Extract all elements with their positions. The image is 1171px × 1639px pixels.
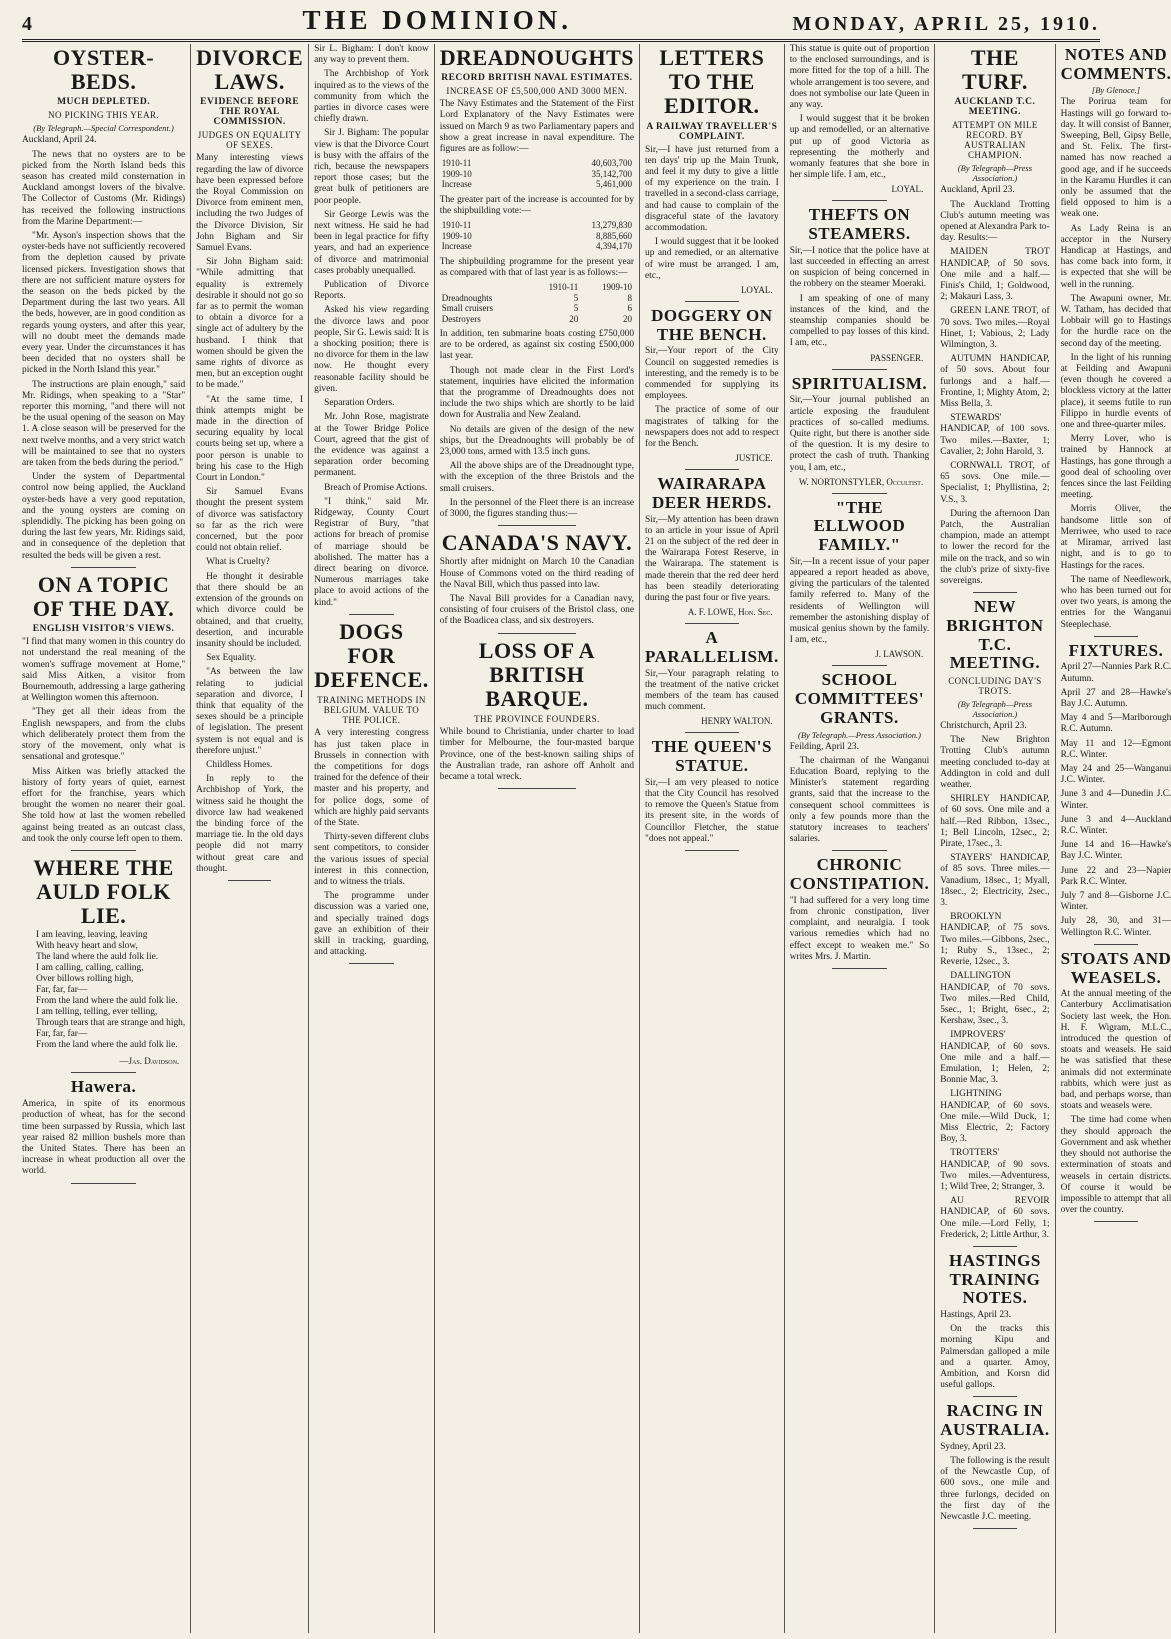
paragraph: AUTUMN HANDICAP, of 50 sovs. About four furlongs and a half.—Frontine, 1; Mighty Atom, 2; Miss Bella, 3.	[940, 354, 1050, 410]
paragraph: "Mr. Ayson's inspection shows that the oyster-beds have not sufficiently recovered from the depletion caused by private licensed pickers. Investigation shows that there are not sufficient mature oysters for the season on the beds picked by the Department during the last two years. All the beds, however, are in good condition as regards young oysters, and after this year, will no doubt meet the demands made every year. Under the circumstances it has been decided that no oysters shall be picked in the North Island this year."	[22, 231, 186, 376]
table-cell: 1909-10	[602, 282, 633, 293]
headline: WAIRARAPA DEER HERDS.	[651, 474, 772, 512]
newspaper-column	[22, 44, 190, 1633]
article	[314, 44, 429, 615]
paragraph: As Lady Reina is an acceptor in the Nursery Handicap at Hastings, and has come back into form, it is expected that she will be well in the running.	[1060, 223, 1171, 290]
article	[196, 46, 303, 881]
fixture-item: June 14 and 16—Hawke's Bay J.C. Winter.	[1060, 840, 1171, 862]
divider	[832, 968, 888, 969]
paragraph: No details are given of the design of the new ships, but the Dreadnoughts will probably be of 23,000 tons, armed with 13.5 inch guns.	[439, 424, 635, 458]
article	[790, 375, 930, 494]
signature: JUSTICE.	[735, 453, 773, 464]
paragraph: The Awapuni owner, Mr. W. Tatham, has decided that Lobbair will go to Hastings for the hurdle race on the second day of the meeting.	[1060, 293, 1171, 349]
article	[940, 1252, 1049, 1397]
headline: DIVORCE LAWS.	[196, 45, 304, 95]
signature: W. NORTONSTYLER, Occultist.	[798, 476, 924, 487]
paragraph: Breach of Promise Actions.	[324, 482, 428, 493]
paragraph: STAYERS' HANDICAP, of 85 sovs. Three miles.—Vanadium, 18sec., 1; Myall, 18sec., 2; Electricity, 2sec., 3.	[940, 853, 1050, 909]
headline: SPIRITUALISM.	[791, 373, 928, 393]
subheadline: CONCLUDING DAY'S TROTS.	[948, 676, 1042, 697]
fixture-item: May 24 and 25—Wanganui J.C. Winter.	[1060, 764, 1171, 786]
article	[645, 475, 779, 624]
divider	[973, 592, 1017, 593]
paragraph: I am speaking of one of many instances of the kind, and the steamship companies should be compelled to pay losses of this kind. I am, etc.,	[789, 293, 930, 349]
subheadline: EVIDENCE BEFORE THE ROYAL COMMISSION.	[200, 97, 300, 128]
headline: STOATS AND WEASELS.	[1060, 948, 1171, 987]
paragraph: A very interesting congress has just taken place in Brussels in connection with the competitions for dogs trained for the defence of their master and his property, and for police dogs, some of which are highly paid servants of the State.	[314, 728, 429, 828]
divider	[685, 850, 738, 851]
paragraph: The shipbuilding programme for the present year as compared with that of last year is as follows:—	[439, 256, 635, 278]
paragraph: Thirty-seven different clubs sent competitors, to consider the various issues of special interest in this connection, and to witness the trials.	[314, 832, 429, 887]
article	[940, 46, 1049, 593]
table-row	[440, 241, 634, 252]
paragraph: During the afternoon Dan Patch, the Australian champion, made an attempt to lower the record for the mile on the track, and so win the club's prize of sixty-five sovereigns.	[940, 508, 1050, 587]
signature: LOYAL.	[740, 285, 773, 295]
divider	[71, 567, 136, 568]
headline: Hawera.	[70, 1077, 137, 1097]
poem-line: From the land where the auld folk lie.	[36, 1040, 178, 1051]
table-cell: Small cruisers	[441, 303, 494, 314]
poem-line: The land where the auld folk lie.	[36, 952, 159, 963]
article	[940, 1402, 1049, 1529]
paragraph: The name of Needlework, who has been turned out for over two years, is among the entries for the Wanganui Steeplechase.	[1060, 574, 1171, 630]
byline: [By Glenoce.]	[1091, 85, 1141, 96]
subheadline: ENGLISH VISITOR'S VIEWS.	[32, 624, 175, 635]
article	[790, 206, 930, 369]
paragraph: "At the same time, I think attempts might be made in the direction of securing equality by local courts being set up, where a poor person is unable to bring his case to the High Court in London."	[196, 394, 304, 484]
paragraph: Auckland, April 23.	[940, 185, 1015, 196]
article	[440, 531, 634, 633]
paragraph: Sydney, April 23.	[940, 1441, 1006, 1452]
paragraph: The chairman of the Wanganui Education Board, replying to the Minister's statement regarding grants, said that the increase to the consequent school committees is only a few pounds more than the statutory increases to teachers' salaries.	[789, 755, 930, 845]
divider	[832, 493, 888, 494]
subheadline: THE PROVINCE FOUNDERS.	[474, 714, 600, 725]
headline: A PARALLELISM.	[645, 628, 779, 666]
divider	[685, 469, 738, 470]
paragraph: Feilding, April 23.	[789, 741, 859, 752]
paragraph: TROTTERS' HANDICAP, of 90 sovs. Two miles.—Adventuress, 1; Wild Tree, 2; Stranger, 3.	[940, 1148, 1050, 1192]
headline: NEW BRIGHTON T.C. MEETING.	[946, 597, 1044, 673]
headline: ON A TOPIC OF THE DAY.	[32, 571, 175, 622]
signature: PASSENGER.	[870, 352, 924, 363]
paragraph: Sir John Bigham said: "While admitting that equality is extremely desirable it should not go so far as to permit the woman to obtain a divorce for a single act of adultery by the husband. I think that women should be given the same rights of divorce as men, but an exception ought to be made."	[196, 257, 304, 391]
article	[790, 44, 930, 201]
newspaper-column	[1055, 44, 1171, 1633]
article	[645, 46, 779, 302]
divider	[228, 880, 271, 881]
paragraph: IMPROVERS' HANDICAP, of 60 sovs. One mile and a half.—Emulation, 1; Helen, 2; Bonnie Mac, 3.	[940, 1030, 1050, 1086]
table-cell: Dreadnoughts	[441, 292, 493, 303]
table-cell: 8,885,660	[596, 230, 633, 241]
divider	[832, 665, 888, 666]
paragraph: The programme under discussion was a varied one, and specially trained dogs gave an exhibition of their skill in tracking, guarding, and attacking.	[314, 891, 429, 958]
fixture-item: May 4 and 5—Marlborough R.C. Autumn.	[1060, 713, 1171, 735]
table-cell: 8	[627, 292, 633, 303]
paragraph: America, in spite of its enormous production of wheat, has for the second time been surpassed by Russia, which last year raised 82 million bushels more than the United States. There has been an increase in wheat production all over the world.	[22, 1099, 186, 1177]
paragraph: The Navy Estimates and the Statement of the First Lord Explanatory of the Navy Estimates were issued on March 9 as two Parliamentary papers and show a great increase in naval expenditure. The figures are as follow:—	[439, 99, 635, 154]
paragraph: DALLINGTON HANDICAP, of 70 sovs. Two miles.—Red Child, 5sec., 1; Bright, 6sec., 2; Kershaw, 3sec., 3.	[940, 971, 1050, 1027]
divider	[349, 963, 395, 964]
paragraph: BROOKLYN HANDICAP, of 75 sovs. Two miles.—Gibbons, 2sec., 1; Ruby S., 13sec., 2; Reverie, 12sec., 3.	[940, 912, 1050, 968]
paragraph: The Naval Bill provides for a Canadian navy, consisting of four cruisers of the Bristol class, one of the Boadicea class, and six destroyers.	[439, 594, 635, 627]
fixture-item: June 3 and 4—Auckland R.C. Winter.	[1060, 814, 1171, 837]
paragraph: In reply to the Archbishop of York, the witness said he thought the divorce law had weakened the binding force of the marriage tie. In the old days people did not marry without great care and thought.	[196, 774, 304, 874]
page-number: 4	[22, 13, 32, 35]
paragraph: The instructions are plain enough," said Mr. Ridings, when speaking to a "Star" reporter this morning, "and there will not be the usual opening of the season on May 1. A close season will be preserved for the next twelve months, and a very strict watch will be maintained to see that no oysters are taken from the beds during the period."	[22, 379, 186, 469]
headline: CANADA'S NAVY.	[441, 530, 633, 556]
article	[645, 307, 779, 470]
headline: DOGS FOR DEFENCE.	[314, 618, 429, 693]
table-cell: 1910-11	[441, 220, 472, 231]
table-row	[440, 314, 634, 325]
article	[1061, 46, 1171, 637]
newspaper-column	[784, 44, 935, 1633]
headline: THE TURF.	[961, 45, 1028, 95]
paragraph: SHIRLEY HANDICAP, of 60 sovs. One mile and a half.—Red Ribbon, 13sec., 1; Bell Lincoln, 12sec., 2; Pirate, 17sec., 3.	[940, 794, 1050, 850]
article	[790, 671, 930, 851]
poem-line: Through tears that are strange and high,	[36, 1018, 186, 1029]
subheadline: AUCKLAND T.C. MEETING.	[954, 97, 1036, 118]
paragraph: Many interesting views regarding the law of divorce have been expressed before the Royal Commission on Divorce from eminent men, including the two Judges of the Divorce Division, Sir John Bigham and Sir Samuel Evans.	[196, 153, 304, 253]
paragraph: Shortly after midnight on March 10 the Canadian House of Commons voted on the third reading of the Naval Bill, which thus passed into law.	[439, 557, 635, 590]
article	[1061, 642, 1171, 945]
headline: FIXTURES.	[1068, 640, 1164, 660]
article	[790, 856, 930, 969]
paragraph: On the tracks this morning Kipu and Palmersdan galloped a mile and a quarter. Amoy, Ambition, and Korsn did useful gallops.	[940, 1324, 1050, 1391]
paragraph: Hastings, April 23.	[940, 1310, 1012, 1321]
subheadline: JUDGES ON EQUALITY OF SEXES.	[197, 130, 302, 151]
paragraph: "I had suffered for a very long time from chronic constipation, liver complaint, and neuralgia. I took various remedies which had no effect except to weaken me." So writes Mrs. J. Martin.	[789, 895, 930, 962]
paragraph: Separation Orders.	[324, 398, 395, 409]
article	[314, 620, 429, 965]
table-cell: 13,279,830	[591, 220, 633, 231]
paragraph: In the light of his running at Feilding and Awapuni (even though he covered a blockless victory at the latter place), it seems futile to run Filippo in hurdle events of one and three-quarter miles.	[1060, 352, 1171, 431]
headline: DOGGERY ON THE BENCH.	[651, 306, 773, 344]
table-row	[440, 282, 634, 293]
fixture-item: June 3 and 4—Dunedin J.C. Winter.	[1060, 789, 1171, 811]
article	[22, 856, 185, 1074]
paragraph: Though not made clear in the First Lord's statement, inquiries have elicited the information that the programme of Dreadnoughts does not include the two ships which are shortly to be laid down for Australia and New Zealand.	[439, 365, 635, 421]
paragraph: Sir,—I have just returned from a ten days' trip up the Main Trunk, and feel it my duty to give a little of my experience on the train. I travelled in a second-class carriage, and had cause to complain of the disgraceful state of the lavatory accommodation.	[645, 144, 779, 233]
newspaper-title: THE DOMINION.	[302, 5, 572, 35]
table-row	[440, 220, 634, 231]
signature: A. F. LOWE, Hon. Sec.	[687, 607, 773, 618]
article	[22, 1078, 185, 1183]
paragraph: Sir J. Bigham: The popular view is that the Divorce Court is busy with the affairs of the rich, because the newspapers report those cases; but the great bulk of petitioners are poor people.	[314, 128, 429, 206]
subheadline: A RAILWAY TRAVELLER'S COMPLAINT.	[646, 121, 778, 142]
divider	[832, 850, 888, 851]
signature: —Jas. Davidson.	[119, 1056, 180, 1067]
article	[645, 629, 779, 733]
table-cell: 1910-11	[548, 282, 579, 293]
paragraph: "I think," said Mr. Ridgeway, County Court Registrar of Bury, "that actions for breach of promise of marriage should be abolished. The matter has a direct bearing on divorce. Numerous marriages take place to avoid actions of the kind."	[314, 496, 429, 608]
byline: (By Telegraph.—Special Correspondent.)	[33, 123, 174, 134]
paragraph: At the annual meeting of the Canterbury Acclimatisation Society last week, the Hon. H. F. Wigram, M.L.C., introduced the question of stoats and weasels. He said he was satisfied that these animals did not exterminate rabbits, which were just as bad, and perhaps worse, than stoats and weasels were.	[1060, 989, 1171, 1112]
subheadline: RECORD BRITISH NAVAL ESTIMATES.	[441, 73, 633, 84]
paragraph: The news that no oysters are to be picked from the North Island beds this season has created mild consternation in Auckland amongst lovers of the bivalve. The Collector of Customs (Mr. Ridings) has received the following instructions from the Marine Department:—	[22, 149, 186, 227]
paragraph: GREEN LANE TROT, of 70 sovs. Two miles.—Royal Hinet, 1; Vabious, 2; Lady Wilmington, 3.	[940, 306, 1050, 351]
table-row	[440, 169, 634, 180]
fixture-item: May 11 and 12—Egmont R.C. Winter.	[1060, 738, 1171, 760]
paragraph: Mr. John Rose, magistrate at the Tower Bridge Police Court, agreed that the gist of the evidence was against a separation order becoming permanent.	[314, 412, 429, 479]
byline: (By Telegraph.—Press Association.)	[797, 729, 921, 740]
paragraph: The practice of some of our magistrates of talking for the newspapers does not add to respect for the Bench.	[645, 405, 779, 449]
table-cell: 40,603,700	[591, 158, 633, 169]
byline: (By Telegraph—Press Association.)	[957, 163, 1033, 184]
divider	[1094, 1221, 1138, 1222]
divider	[349, 614, 395, 615]
divider	[832, 369, 888, 370]
paragraph: STEWARDS' HANDICAP, of 100 sovs. Two miles.—Baxter, 1; Cavalier, 2; John Harold, 3.	[940, 413, 1050, 457]
poem-line: From the land where the auld folk lie.	[36, 996, 178, 1007]
paragraph: Sir George Lewis was the next witness. He said he had been in legal practice for fifty years, and had an experience of divorce and matrimonial cases probably unequalled.	[314, 209, 429, 276]
table-cell: 5,461,000	[596, 179, 633, 190]
paragraph: In the personnel of the Fleet there is an increase of 3000, the figures standing thus:—	[439, 497, 635, 520]
paragraph: Sir,—I notice that the police have at last succeeded in effecting an arrest on suspicion of being concerned in the robbery on the steamer Moeraki.	[789, 245, 930, 290]
newspaper-column	[934, 44, 1054, 1633]
table-cell: 35,142,700	[591, 168, 633, 179]
fixture-item: April 27—Nannies Park R.C. Autumn.	[1060, 662, 1171, 684]
divider	[498, 525, 576, 526]
paragraph: Miss Aitken was briefly attacked the history of forty years of quiet, earnest effort for the franchise, years which brought the women no nearer their goal. She told how at last the women rebelled against being treated as an outcast class, and took the only course left open to them.	[22, 766, 186, 844]
newspaper-column	[434, 44, 639, 1633]
figures-table	[440, 282, 634, 324]
paragraph: The New Brighton Trotting Club's autumn meeting concluded to-day at Addington in cold and dull weather.	[940, 735, 1050, 791]
paragraph: Sir,—I am very pleased to notice that the City Council has resolved to remove the Queen's Statue from its present site, in the words of Councillor Fletcher, the statue "does not appeal."	[645, 777, 779, 844]
masthead	[22, 6, 1100, 42]
paragraph: LIGHTNING HANDICAP, of 60 sovs. One mile.—Wild Duck, 1; Miss Electric, 2; Factory Boy, 3.	[940, 1089, 1050, 1145]
table-cell: 5	[573, 303, 579, 314]
paragraph: AU REVOIR HANDICAP, of 60 sovs. One mile.—Lord Felly, 1; Frederick, 2; Little Arthur, 3.	[940, 1196, 1050, 1240]
paragraph: The Porirua team for Hastings will go forward to-day. It will consist of Banner, Sweeping, Bell, Gipsy Belle, and St. Felix. The first-named has now reached a good age, and if he succeeds in the Karamu Hurdles it can only be assumed that the field opposed to him is a weak one.	[1060, 97, 1171, 220]
poem-line: Far, far, far—	[36, 1029, 88, 1040]
divider	[832, 200, 888, 201]
subheadline: ATTEMPT ON MILE RECORD. BY AUSTRALIAN CHAMPION.	[951, 120, 1038, 161]
paragraph: Christchurch, April 23.	[940, 721, 1027, 732]
newspaper-columns	[22, 44, 1171, 1633]
paragraph: Sir Samuel Evans thought the present system of divorce was satisfactory so far as the rich were concerned, but the poor could not obtain relief.	[196, 487, 304, 554]
paragraph: The time had come when they should approach the Government and ask whether they should not authorise the extermination of stoats and weasels in certain districts. Of course it would be impossible to attempt that all over the country.	[1060, 1115, 1171, 1216]
paragraph: Sir,—Your report of the City Council on suggested remedies is interesting, and the remedy is to be commended for supplying its employees.	[645, 346, 779, 402]
fixture-item: April 27 and 28—Hawke's Bay J.C. Autumn.	[1060, 687, 1171, 710]
paragraph: In addition, ten submarine boats costing £750,000 are to be ordered, as against six costing £500,000 last year.	[439, 329, 635, 362]
article	[22, 46, 185, 568]
divider	[973, 1528, 1017, 1529]
paragraph: The Archbishop of York inquired as to the views of the community from which the parties in divorce cases were chiefly drawn.	[314, 69, 429, 125]
paragraph: Asked his view regarding the divorce laws and poor people, Sir G. Lewis said: It is a shocking position; there is no divorce for them in the law now. He thought every reasonable facility should be given.	[314, 305, 429, 394]
poem-line: I am calling, calling, calling,	[36, 963, 144, 974]
paragraph: Merry Lover, who is trained by Hannock at Hastings, has gone through a good deal of schooling over fences since the last Feilding meeting.	[1060, 434, 1171, 501]
headline: CHRONIC CONSTIPATION.	[789, 855, 930, 894]
article	[790, 499, 930, 667]
paragraph: He thought it desirable that there should be an extension of the grounds on which divorce could be obtained, and that cruelty, desertion, and incurable insanity should be included.	[196, 571, 304, 649]
newspaper-column	[190, 44, 308, 1633]
paragraph: Morris Oliver, the handsome little son of Merriwee, who used to race at Miramar, arrived last night, and is to go to Hastings for the races.	[1060, 504, 1171, 571]
paragraph: While bound to Christiania, under charter to load timber for Melbourne, the four-masted barque Province, one of the best-known sailing ships of the Australian trade, ran ashore off Anholt and became a total wreck.	[439, 727, 635, 783]
headline: HASTINGS TRAINING NOTES.	[948, 1250, 1041, 1308]
paragraph: Sir,—My attention has been drawn to an article in your issue of April 21 on the subject of the red deer in the Wairarapa Forest Reserve, in the Wairarapa. The statement is made therein that the red deer herd has been steadily deteriorating during the past four or five years.	[645, 514, 779, 603]
headline: DREADNOUGHTS	[439, 45, 635, 70]
subheadline: TRAINING METHODS IN BELGIUM. VALUE TO THE POLICE.	[317, 695, 426, 726]
paragraph: Publication of Divorce Reports.	[314, 280, 429, 302]
paragraph: MAIDEN TROT HANDICAP, of 50 sovs. One mile and a half.—Finis's Child, 1; Goldwood, 2; Makauri Lass, 3.	[940, 247, 1050, 303]
divider	[973, 1396, 1017, 1397]
paragraph: Sex Equality.	[206, 653, 257, 664]
signature: HENRY WALTON.	[701, 716, 773, 727]
table-cell: Destroyers	[441, 313, 481, 324]
paragraph: Sir L. Bigham: I don't know any way to prevent them.	[314, 44, 429, 66]
newspaper-column	[639, 44, 784, 1633]
poem-line: I am leaving, leaving, leaving	[36, 930, 148, 941]
table-cell: 1909-10	[441, 168, 472, 179]
paragraph: The Auckland Trotting Club's autumn meeting was opened at Alexandra Park to-day. Results:—	[940, 199, 1050, 244]
poem	[22, 930, 185, 1051]
table-cell	[440, 282, 527, 293]
paragraph: I would suggest that it be broken up and remodelled, or an alternative put up of good Victoria as representing the motherly and womanly features that she bore in her simple life. I am, etc.,	[789, 114, 930, 181]
article	[940, 598, 1049, 1247]
headline: "THE ELLWOOD FAMILY."	[813, 497, 906, 555]
poem-line: Over billows rolling high,	[36, 974, 134, 985]
divider	[1094, 944, 1138, 945]
signature: J. LAWSON.	[875, 649, 924, 660]
paragraph: "I find that many women in this country do not understand the real meaning of the women's suffrage movement at Home," said Miss Aitken, a visitor from Bournemouth, addressing a large gathering at Wellington women this afternoon.	[22, 637, 186, 704]
paragraph: All the above ships are of the Dreadnought type, with the exception of the three Bristols and the small cruisers.	[439, 461, 635, 494]
poem-line: With heavy heart and slow,	[36, 941, 138, 952]
byline: (By Telegraph—Press Association.)	[957, 699, 1033, 720]
paragraph: Auckland, April 24.	[22, 135, 97, 146]
table-cell: 1910-11	[441, 158, 472, 169]
paragraph: Childless Homes.	[206, 759, 273, 770]
figures-table	[440, 220, 634, 252]
subheadline: INCREASE OF £5,500,000 AND 3000 MEN.	[446, 86, 628, 97]
subheadline: MUCH DEPLETED.	[57, 97, 151, 108]
article	[22, 573, 185, 851]
paragraph: Sir,—Your journal published an article exposing the fraudulent practices of so-called mediums. Quite right, but there is another side of the question. It is my desire to protect the cash of truth. Thanking you, I am, etc.,	[789, 395, 930, 473]
divider	[71, 1183, 136, 1184]
paragraph: The greater part of the increase is accounted for by the shipbuilding vote:—	[439, 194, 635, 216]
article	[645, 738, 779, 851]
issue-date: MONDAY, APRIL 25, 1910.	[792, 13, 1100, 35]
headline: RACING IN AUSTRALIA.	[940, 1401, 1050, 1440]
table-cell: 1909-10	[441, 230, 472, 241]
paragraph: Sir,—In a recent issue of your paper appeared a report headed as above, giving the particulars of the talented family referred to. Many of the residents of Wellington will remember the astonishing display of musical genius shown by the family. I am, etc.,	[789, 556, 930, 646]
table-row	[440, 303, 634, 314]
headline: WHERE THE AULD FOLK LIE.	[33, 854, 174, 929]
signature: LOYAL.	[891, 184, 924, 195]
paragraph: Sir,—Your paragraph relating to the treatment of the native cricket members of the team has caused much comment.	[645, 668, 779, 713]
article	[440, 639, 634, 790]
divider	[498, 788, 576, 789]
headline: OYSTER-BEDS.	[52, 45, 155, 95]
paragraph: CORNWALL TROT, of 65 sovs. One mile.—Specialist, 1; Phyllistina, 2; V.S., 3.	[940, 461, 1050, 505]
table-cell: 6	[627, 303, 633, 314]
paragraph: The following is the result of the Newcastle Cup, of 600 sovs., one mile and three furlongs, decided on the first day of the Newcastle J.C. meeting.	[940, 1456, 1050, 1523]
figures-table	[440, 158, 634, 190]
divider	[498, 633, 576, 634]
divider	[71, 850, 136, 851]
headline: SCHOOL COMMITTEES' GRANTS.	[794, 670, 925, 727]
subheadline: NO PICKING THIS YEAR.	[48, 110, 160, 121]
table-cell: 4,394,170	[596, 241, 633, 252]
table-row	[440, 158, 634, 169]
fixture-item: July 28, 30, and 31—Wellington R.C. Winter.	[1060, 916, 1171, 938]
divider	[973, 1246, 1017, 1247]
table-row	[440, 231, 634, 242]
divider	[685, 623, 738, 624]
paragraph: This statue is quite out of proportion to the enclosed surroundings, and is more fitted for the top of a hill. The whole arrangement is too severe, and does not symbolise our late Queen in any way.	[789, 44, 930, 111]
paragraph: "As between the law relating to judicial separation and divorce, I think that equality of the sexes should be a principle of legislation. The present system is not equal and is therefore unjust."	[196, 667, 304, 756]
headline: NOTES AND COMMENTS.	[1060, 45, 1171, 83]
poem-line: Far, far, far—	[36, 985, 88, 996]
table-cell: 20	[569, 313, 579, 324]
headline: LOSS OF A BRITISH BARQUE.	[478, 637, 595, 712]
headline: THEFTS ON STEAMERS.	[808, 205, 911, 244]
paragraph: What is Cruelty?	[206, 557, 270, 568]
article	[440, 46, 634, 526]
table-cell: Increase	[441, 241, 472, 252]
headline: THE QUEEN'S STATUE.	[651, 737, 772, 776]
table-row	[440, 179, 634, 190]
newspaper-column	[308, 44, 434, 1633]
paragraph: I would suggest that it be looked up and remedied, or an alternative of wire must be arranged. I am, etc.,	[645, 237, 779, 281]
table-cell: Increase	[441, 179, 472, 190]
divider	[1094, 636, 1138, 637]
fixture-item: June 22 and 23—Napier Park R.C. Winter.	[1060, 865, 1171, 887]
paragraph: "They get all their ideas from the English newspapers, and from the clubs which deliberately protect them from the story of the movement, only what is sensational and grotesque."	[22, 707, 186, 763]
article	[1061, 950, 1171, 1222]
headline: LETTERS TO THE EDITOR.	[659, 45, 765, 119]
table-row	[440, 293, 634, 304]
fixture-item: July 7 and 8—Gisborne J.C. Winter.	[1060, 891, 1171, 913]
divider	[685, 732, 738, 733]
paragraph: Under the system of Departmental control now being applied, the Auckland oyster-beds have a very good reputation, and the young oysters are coming on splendidly. The picking has been going on during the last few years, Mr. Ridings said, and in consequence of the depletion that resulted the beds will be given a rest.	[22, 472, 186, 561]
table-cell: 5	[573, 292, 579, 303]
divider	[685, 301, 738, 302]
table-cell: 20	[623, 313, 633, 324]
divider	[71, 1072, 136, 1073]
poem-line: I am telling, telling, ever telling,	[36, 1007, 158, 1018]
